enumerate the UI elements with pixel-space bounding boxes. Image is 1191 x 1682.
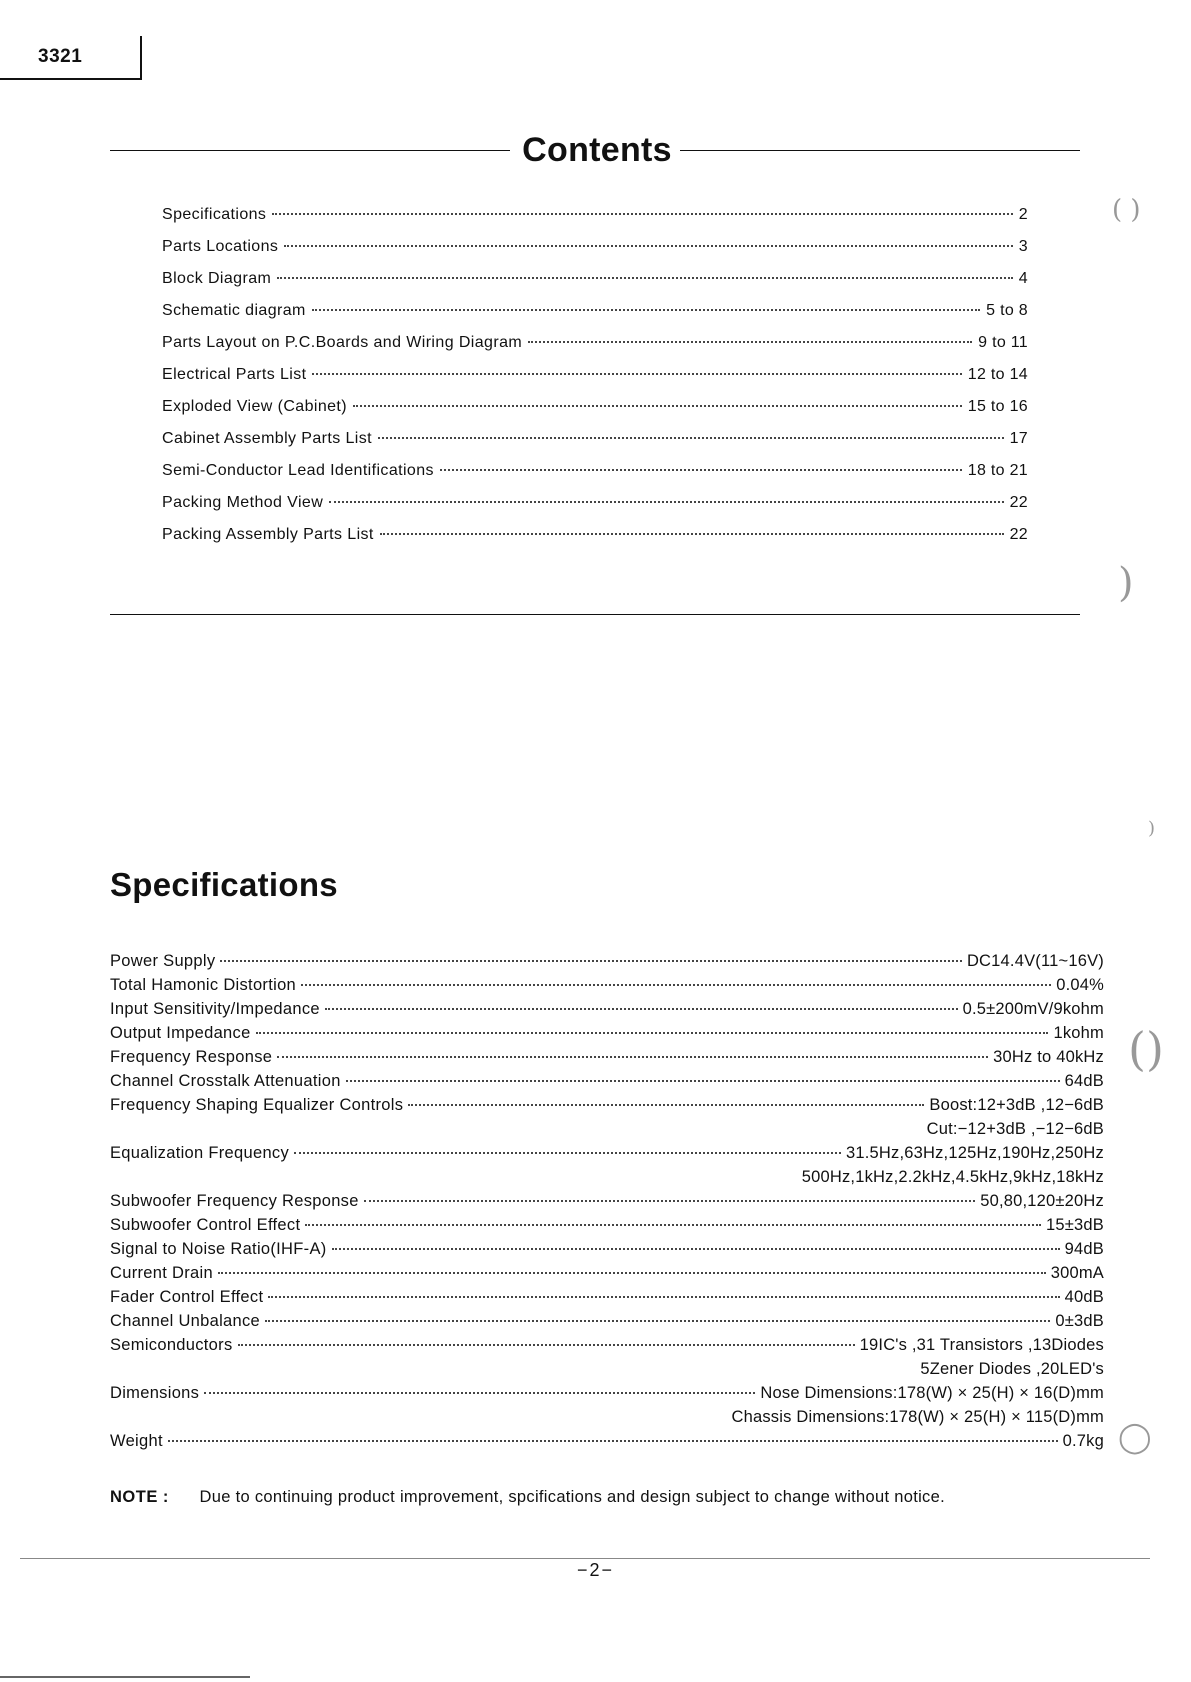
spec-value: 94dB <box>1064 1240 1104 1258</box>
note-label: NOTE : <box>110 1488 169 1506</box>
spec-label: Channel Crosstalk Attenuation <box>110 1072 341 1090</box>
toc-entry <box>162 430 1028 462</box>
dot-leader <box>220 960 962 962</box>
spec-row <box>110 1096 1104 1120</box>
spec-value: DC14.4V(11~16V) <box>966 952 1104 970</box>
spec-label: Subwoofer Control Effect <box>110 1216 301 1234</box>
spec-label: Equalization Frequency <box>110 1144 290 1162</box>
toc-entry-page: 12 to 14 <box>967 366 1028 383</box>
dot-leader <box>168 1440 1058 1442</box>
spec-label: Current Drain <box>110 1264 213 1282</box>
dot-leader <box>277 1056 988 1058</box>
spec-label: Channel Unbalance <box>110 1312 261 1330</box>
spec-row <box>110 1384 1104 1408</box>
dot-leader <box>268 1296 1059 1298</box>
note <box>110 1488 945 1507</box>
toc-entry-label: Parts Locations <box>162 238 279 255</box>
binding-hole-mark: ) <box>1118 560 1134 606</box>
toc-entry-label: Semi-Conductor Lead Identifications <box>162 462 434 479</box>
toc-entry-page: 5 to 8 <box>986 302 1028 319</box>
spec-row <box>110 1000 1104 1024</box>
toc-entry-page: 9 to 11 <box>978 334 1028 351</box>
toc-entry <box>162 462 1028 494</box>
spec-value: 19IC's ,31 Transistors ,13Diodes <box>859 1336 1104 1354</box>
dot-leader <box>528 341 972 343</box>
spec-row <box>110 1432 1104 1456</box>
spec-row <box>110 1240 1104 1264</box>
toc-entry-page: 22 <box>1009 494 1028 511</box>
table-of-contents <box>162 206 1028 558</box>
spec-value: 1kohm <box>1053 1024 1104 1042</box>
spec-row <box>110 1312 1104 1336</box>
spec-row <box>110 1192 1104 1216</box>
spec-row <box>110 1264 1104 1288</box>
toc-entry <box>162 302 1028 334</box>
spec-row <box>110 976 1104 1000</box>
toc-entry-page: 22 <box>1009 526 1028 543</box>
spec-row <box>110 1288 1104 1312</box>
toc-entry <box>162 398 1028 430</box>
spec-label: Total Hamonic Distortion <box>110 976 297 994</box>
binding-hole-mark: () <box>1128 1022 1164 1076</box>
spec-value-continuation: 500Hz,1kHz,2.2kHz,4.5kHz,9kHz,18kHz <box>801 1168 1104 1186</box>
spec-row <box>110 1048 1104 1072</box>
spec-value: 0.5±200mV/9kohm <box>962 1000 1104 1018</box>
toc-entry-page: 2 <box>1018 206 1028 223</box>
dot-leader <box>238 1344 855 1346</box>
spec-value-continuation: Cut:−12+3dB ,−12−6dB <box>926 1120 1104 1138</box>
page-number: −2− <box>576 1560 615 1580</box>
model-number-box <box>0 36 142 80</box>
contents-bottom-rule <box>110 614 1080 615</box>
binding-hole-mark: ◯ <box>1118 1420 1152 1455</box>
dot-leader <box>272 213 1012 215</box>
dot-leader <box>440 469 962 471</box>
spec-label: Frequency Shaping Equalizer Controls <box>110 1096 404 1114</box>
toc-entry <box>162 270 1028 302</box>
dot-leader <box>364 1200 976 1202</box>
toc-entry-label: Parts Layout on P.C.Boards and Wiring Diagram <box>162 334 523 351</box>
dot-leader <box>294 1152 841 1154</box>
scan-edge-line <box>0 1676 250 1678</box>
dot-leader <box>378 437 1004 439</box>
toc-entry-page: 4 <box>1018 270 1028 287</box>
dot-leader <box>204 1392 755 1394</box>
toc-entry-label: Block Diagram <box>162 270 272 287</box>
toc-entry <box>162 526 1028 558</box>
toc-entry-page: 3 <box>1018 238 1028 255</box>
toc-entry-label: Cabinet Assembly Parts List <box>162 430 372 447</box>
spec-value: 300mA <box>1050 1264 1104 1282</box>
spec-value: 31.5Hz,63Hz,125Hz,190Hz,250Hz <box>845 1144 1104 1162</box>
heading-rule-left <box>110 150 510 151</box>
spec-value: 0.7kg <box>1062 1432 1104 1450</box>
dot-leader <box>353 405 962 407</box>
spec-label: Output Impedance <box>110 1024 251 1042</box>
toc-entry <box>162 334 1028 366</box>
dot-leader <box>256 1032 1049 1034</box>
dot-leader <box>329 501 1003 503</box>
heading-rule-right <box>680 150 1080 151</box>
spec-label: Subwoofer Frequency Response <box>110 1192 359 1210</box>
specifications-title: Specifications <box>110 866 338 903</box>
dot-leader <box>218 1272 1046 1274</box>
toc-entry-label: Packing Assembly Parts List <box>162 526 374 543</box>
spec-value: 15±3dB <box>1046 1216 1104 1234</box>
dot-leader <box>332 1248 1060 1250</box>
toc-entry-page: 17 <box>1009 430 1028 447</box>
note-text: Due to continuing product improvement, spcifications and design subject to change without notice. <box>199 1488 945 1506</box>
specifications-list <box>110 952 1104 1456</box>
toc-entry <box>162 366 1028 398</box>
spec-row <box>110 952 1104 976</box>
spec-label: Weight <box>110 1432 163 1450</box>
spec-value-continuation: 5Zener Diodes ,20LED's <box>920 1360 1104 1378</box>
toc-entry <box>162 494 1028 526</box>
dot-leader <box>301 984 1051 986</box>
dot-leader <box>277 277 1013 279</box>
spec-row <box>110 1024 1104 1048</box>
spec-value: 64dB <box>1064 1072 1104 1090</box>
spec-label: Semiconductors <box>110 1336 233 1354</box>
spec-row <box>110 1144 1104 1168</box>
binding-hole-mark: ( ) <box>1112 195 1141 225</box>
spec-label: Input Sensitivity/Impedance <box>110 1000 320 1018</box>
spec-value: 50,80,120±20Hz <box>980 1192 1104 1210</box>
dot-leader <box>325 1008 958 1010</box>
spec-label: Fader Control Effect <box>110 1288 264 1306</box>
spec-row <box>110 1216 1104 1240</box>
dot-leader <box>380 533 1004 535</box>
spec-value: 0±3dB <box>1055 1312 1104 1330</box>
toc-entry-label: Electrical Parts List <box>162 366 307 383</box>
dot-leader <box>305 1224 1041 1226</box>
toc-entry-label: Packing Method View <box>162 494 324 511</box>
dot-leader <box>408 1104 924 1106</box>
spec-label: Signal to Noise Ratio(IHF-A) <box>110 1240 327 1258</box>
toc-entry-page: 18 to 21 <box>967 462 1028 479</box>
spec-value: 0.04% <box>1056 976 1104 994</box>
spec-row <box>110 1336 1104 1360</box>
spec-row <box>110 1072 1104 1096</box>
spec-value: Nose Dimensions:178(W) × 25(H) × 16(D)mm <box>760 1384 1104 1402</box>
toc-entry-label: Exploded View (Cabinet) <box>162 398 348 415</box>
contents-heading <box>110 130 1080 170</box>
dot-leader <box>265 1320 1050 1322</box>
spec-label: Frequency Response <box>110 1048 273 1066</box>
toc-entry-page: 15 to 16 <box>967 398 1028 415</box>
footer-rule <box>20 1558 1150 1559</box>
dot-leader <box>346 1080 1060 1082</box>
spec-label: Dimensions <box>110 1384 200 1402</box>
binding-hole-mark: ) <box>1148 818 1156 839</box>
spec-label: Power Supply <box>110 952 216 970</box>
spec-value-continuation: Chassis Dimensions:178(W) × 25(H) × 115(D)mm <box>731 1408 1104 1426</box>
toc-entry-label: Specifications <box>162 206 267 223</box>
dot-leader <box>312 373 961 375</box>
spec-value: 40dB <box>1064 1288 1104 1306</box>
model-number: 3321 <box>38 46 83 67</box>
spec-value: Boost:12+3dB ,12−6dB <box>929 1096 1104 1114</box>
dot-leader <box>312 309 980 311</box>
toc-entry-label: Schematic diagram <box>162 302 306 319</box>
contents-title: Contents <box>522 130 672 169</box>
toc-entry <box>162 238 1028 270</box>
dot-leader <box>284 245 1013 247</box>
spec-value: 30Hz to 40kHz <box>993 1048 1104 1066</box>
toc-entry <box>162 206 1028 238</box>
